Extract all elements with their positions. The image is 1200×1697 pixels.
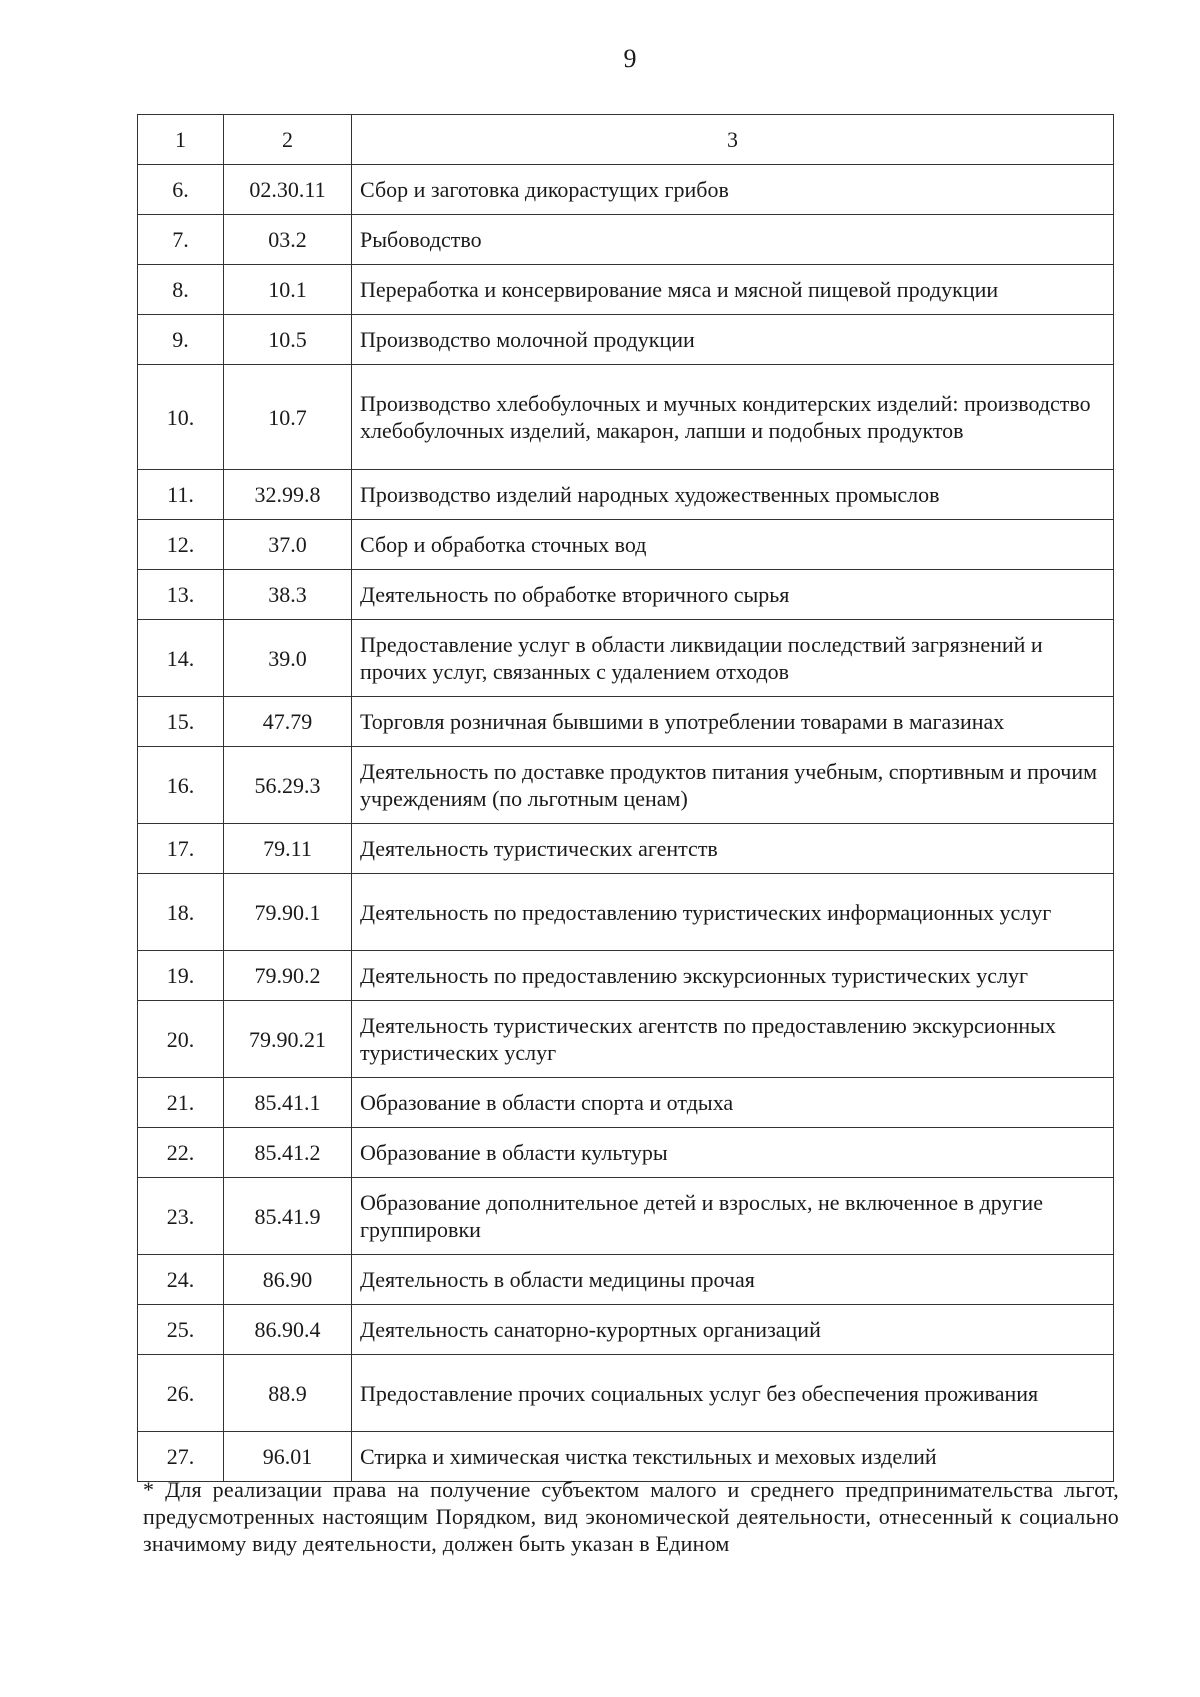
header-cell-code: 2 [224, 115, 352, 165]
table-header-row [138, 115, 1114, 165]
okved-code: 39.0 [224, 620, 352, 697]
table-row [138, 365, 1114, 470]
activity-description: Деятельность туристических агентств по предоставлению экскурсионных туристических услуг [352, 1001, 1114, 1078]
row-number: 8. [138, 265, 224, 315]
activity-description: Деятельность туристических агентств [352, 824, 1114, 874]
header-cell-number: 1 [138, 115, 224, 165]
table-row [138, 1178, 1114, 1255]
activity-description: Деятельность по обработке вторичного сырья [352, 570, 1114, 620]
table-row [138, 620, 1114, 697]
table-row [138, 1255, 1114, 1305]
row-number: 7. [138, 215, 224, 265]
okved-code: 85.41.9 [224, 1178, 352, 1255]
activity-description: Деятельность санаторно-курортных организаций [352, 1305, 1114, 1355]
activity-description: Образование в области культуры [352, 1128, 1114, 1178]
table-row [138, 951, 1114, 1001]
okved-code: 02.30.11 [224, 165, 352, 215]
row-number: 26. [138, 1355, 224, 1432]
activity-description: Предоставление прочих социальных услуг без обеспечения проживания [352, 1355, 1114, 1432]
table-row [138, 470, 1114, 520]
table-row [138, 1432, 1114, 1482]
table-row [138, 1078, 1114, 1128]
row-number: 25. [138, 1305, 224, 1355]
activity-description: Стирка и химическая чистка текстильных и меховых изделий [352, 1432, 1114, 1482]
okved-code: 32.99.8 [224, 470, 352, 520]
activity-description: Производство молочной продукции [352, 315, 1114, 365]
table-row [138, 570, 1114, 620]
okved-code: 88.9 [224, 1355, 352, 1432]
row-number: 19. [138, 951, 224, 1001]
table-row [138, 697, 1114, 747]
activity-description: Предоставление услуг в области ликвидации последствий загрязнений и прочих услуг, связанных с удалением отходов [352, 620, 1114, 697]
okved-code: 85.41.1 [224, 1078, 352, 1128]
okved-code: 47.79 [224, 697, 352, 747]
okved-code: 86.90 [224, 1255, 352, 1305]
activity-description: Деятельность в области медицины прочая [352, 1255, 1114, 1305]
okved-code: 86.90.4 [224, 1305, 352, 1355]
table-row [138, 824, 1114, 874]
okved-code: 79.90.2 [224, 951, 352, 1001]
activity-description: Производство изделий народных художественных промыслов [352, 470, 1114, 520]
table-row [138, 215, 1114, 265]
okved-code: 37.0 [224, 520, 352, 570]
footnote: * Для реализации права на получение субъектом малого и среднего предпринимательства льгот, предусмотренных настоящим Порядком, вид экономической деятельности, отнесенный к социально значимому виду деятельности, должен быть указан в Едином [143, 1477, 1119, 1556]
activity-description: Рыбоводство [352, 215, 1114, 265]
table-row [138, 1128, 1114, 1178]
activity-description: Переработка и консервирование мяса и мясной пищевой продукции [352, 265, 1114, 315]
row-number: 6. [138, 165, 224, 215]
row-number: 9. [138, 315, 224, 365]
okved-code: 03.2 [224, 215, 352, 265]
okved-code: 79.90.21 [224, 1001, 352, 1078]
activity-description: Деятельность по предоставлению экскурсионных туристических услуг [352, 951, 1114, 1001]
row-number: 21. [138, 1078, 224, 1128]
row-number: 23. [138, 1178, 224, 1255]
row-number: 20. [138, 1001, 224, 1078]
activity-description: Деятельность по предоставлению туристических информационных услуг [352, 874, 1114, 951]
okved-code: 56.29.3 [224, 747, 352, 824]
table-row [138, 265, 1114, 315]
table-row [138, 1355, 1114, 1432]
okved-code: 79.90.1 [224, 874, 352, 951]
activity-description: Образование дополнительное детей и взрослых, не включенное в другие группировки [352, 1178, 1114, 1255]
row-number: 15. [138, 697, 224, 747]
row-number: 12. [138, 520, 224, 570]
activity-description: Деятельность по доставке продуктов питания учебным, спортивным и прочим учреждениям (по льготным ценам) [352, 747, 1114, 824]
table-row [138, 165, 1114, 215]
table-row [138, 1305, 1114, 1355]
row-number: 24. [138, 1255, 224, 1305]
page-number: 9 [623, 44, 637, 73]
activity-description: Производство хлебобулочных и мучных кондитерских изделий: производство хлебобулочных изделий, макарон, лапши и подобных продуктов [352, 365, 1114, 470]
row-number: 18. [138, 874, 224, 951]
row-number: 11. [138, 470, 224, 520]
table-row [138, 874, 1114, 951]
okved-code: 96.01 [224, 1432, 352, 1482]
row-number: 22. [138, 1128, 224, 1178]
activity-description: Сбор и обработка сточных вод [352, 520, 1114, 570]
table-row [138, 315, 1114, 365]
okved-code: 10.5 [224, 315, 352, 365]
row-number: 17. [138, 824, 224, 874]
header-cell-description: 3 [352, 115, 1114, 165]
okved-code: 85.41.2 [224, 1128, 352, 1178]
okved-code: 10.1 [224, 265, 352, 315]
okved-code: 79.11 [224, 824, 352, 874]
activity-description: Образование в области спорта и отдыха [352, 1078, 1114, 1128]
row-number: 16. [138, 747, 224, 824]
row-number: 27. [138, 1432, 224, 1482]
row-number: 14. [138, 620, 224, 697]
row-number: 13. [138, 570, 224, 620]
table-row [138, 1001, 1114, 1078]
activity-description: Торговля розничная бывшими в употреблении товарами в магазинах [352, 697, 1114, 747]
table-row [138, 520, 1114, 570]
activity-description: Сбор и заготовка дикорастущих грибов [352, 165, 1114, 215]
row-number: 10. [138, 365, 224, 470]
table-row [138, 747, 1114, 824]
okved-code: 38.3 [224, 570, 352, 620]
activity-codes-table [137, 114, 1114, 1482]
okved-code: 10.7 [224, 365, 352, 470]
